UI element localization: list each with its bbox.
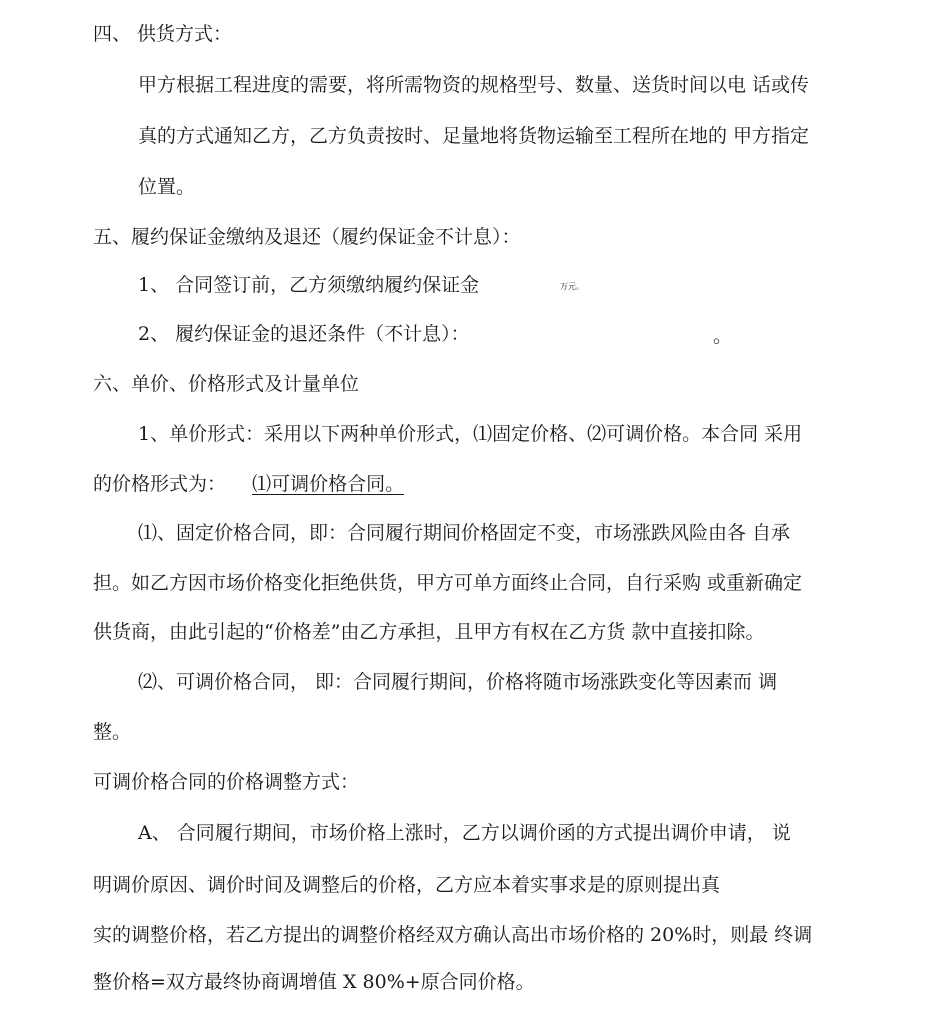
section-4-paragraph-line-2: 真的方式通知乙方，乙方负责按时、足量地将货物运输至工程所在地的 甲方指定 [138,125,810,147]
price-form-label: 的价格形式为： [93,473,227,495]
section-4-paragraph-line-1: 甲方根据工程进度的需要，将所需物资的规格型号、数量、送货时间以电 话或传 [138,74,810,96]
unit-price-form-line-2 [93,472,404,496]
fixed-price-line-1: ⑴、固定价格合同，即：合同履行期间价格固定不变，市场涨跌风险由各 自承 [138,522,791,544]
unit-price-form-line-1: 1、单价形式：采用以下两种单价形式，⑴固定价格、⑵可调价格。本合同 采用 [138,423,803,445]
adjustable-price-line-2: 整。 [93,721,132,743]
section-5-item-1: 1、 合同签订前，乙方须缴纳履约保证金 [138,274,480,296]
clause-a-line-3: 实的调整价格，若乙方提出的调整价格经双方确认高出市场价格的 20%时，则最 终调 [93,924,813,946]
clause-a-line-1: A、 合同履行期间，市场价格上涨时，乙方以调价函的方式提出调价申请， 说 [138,822,791,844]
section-5-item-2-end: 。 [713,325,733,347]
section-4-title: 四、 供货方式： [93,23,233,45]
section-4-paragraph-line-3: 位置。 [138,176,196,198]
section-5-title: 五、履约保证金缴纳及退还（履约保证金不计息）： [93,226,521,248]
section-6-title: 六、单价、价格形式及计量单位 [93,373,360,395]
adjustable-price-line-1: ⑵、可调价格合同， 即：合同履行期间，价格将随市场涨跌变化等因素而 调 [138,671,778,693]
price-form-value: ⑴可调价格合同。 [252,473,405,495]
clause-a-line-2: 明调价原因、调价时间及调整后的价格，乙方应本着实事求是的原则提出真 [93,874,721,896]
fixed-price-line-3: 供货商，由此引起的“价格差”由乙方承担，且甲方有权在乙方货 款中直接扣除。 [93,621,765,643]
section-5-item-2: 2、 履约保证金的退还条件（不计息）： [138,323,470,345]
clause-a-line-4: 整价格=双方最终协商调增值 X 80%+原合同价格。 [93,971,535,993]
section-5-item-1-unit: 万元。 [560,282,584,291]
fixed-price-line-2: 担。如乙方因市场价格变化拒绝供货，甲方可单方面终止合同，自行采购 或重新确定 [93,572,803,594]
adjustment-method-title: 可调价格合同的价格调整方式： [93,771,360,793]
